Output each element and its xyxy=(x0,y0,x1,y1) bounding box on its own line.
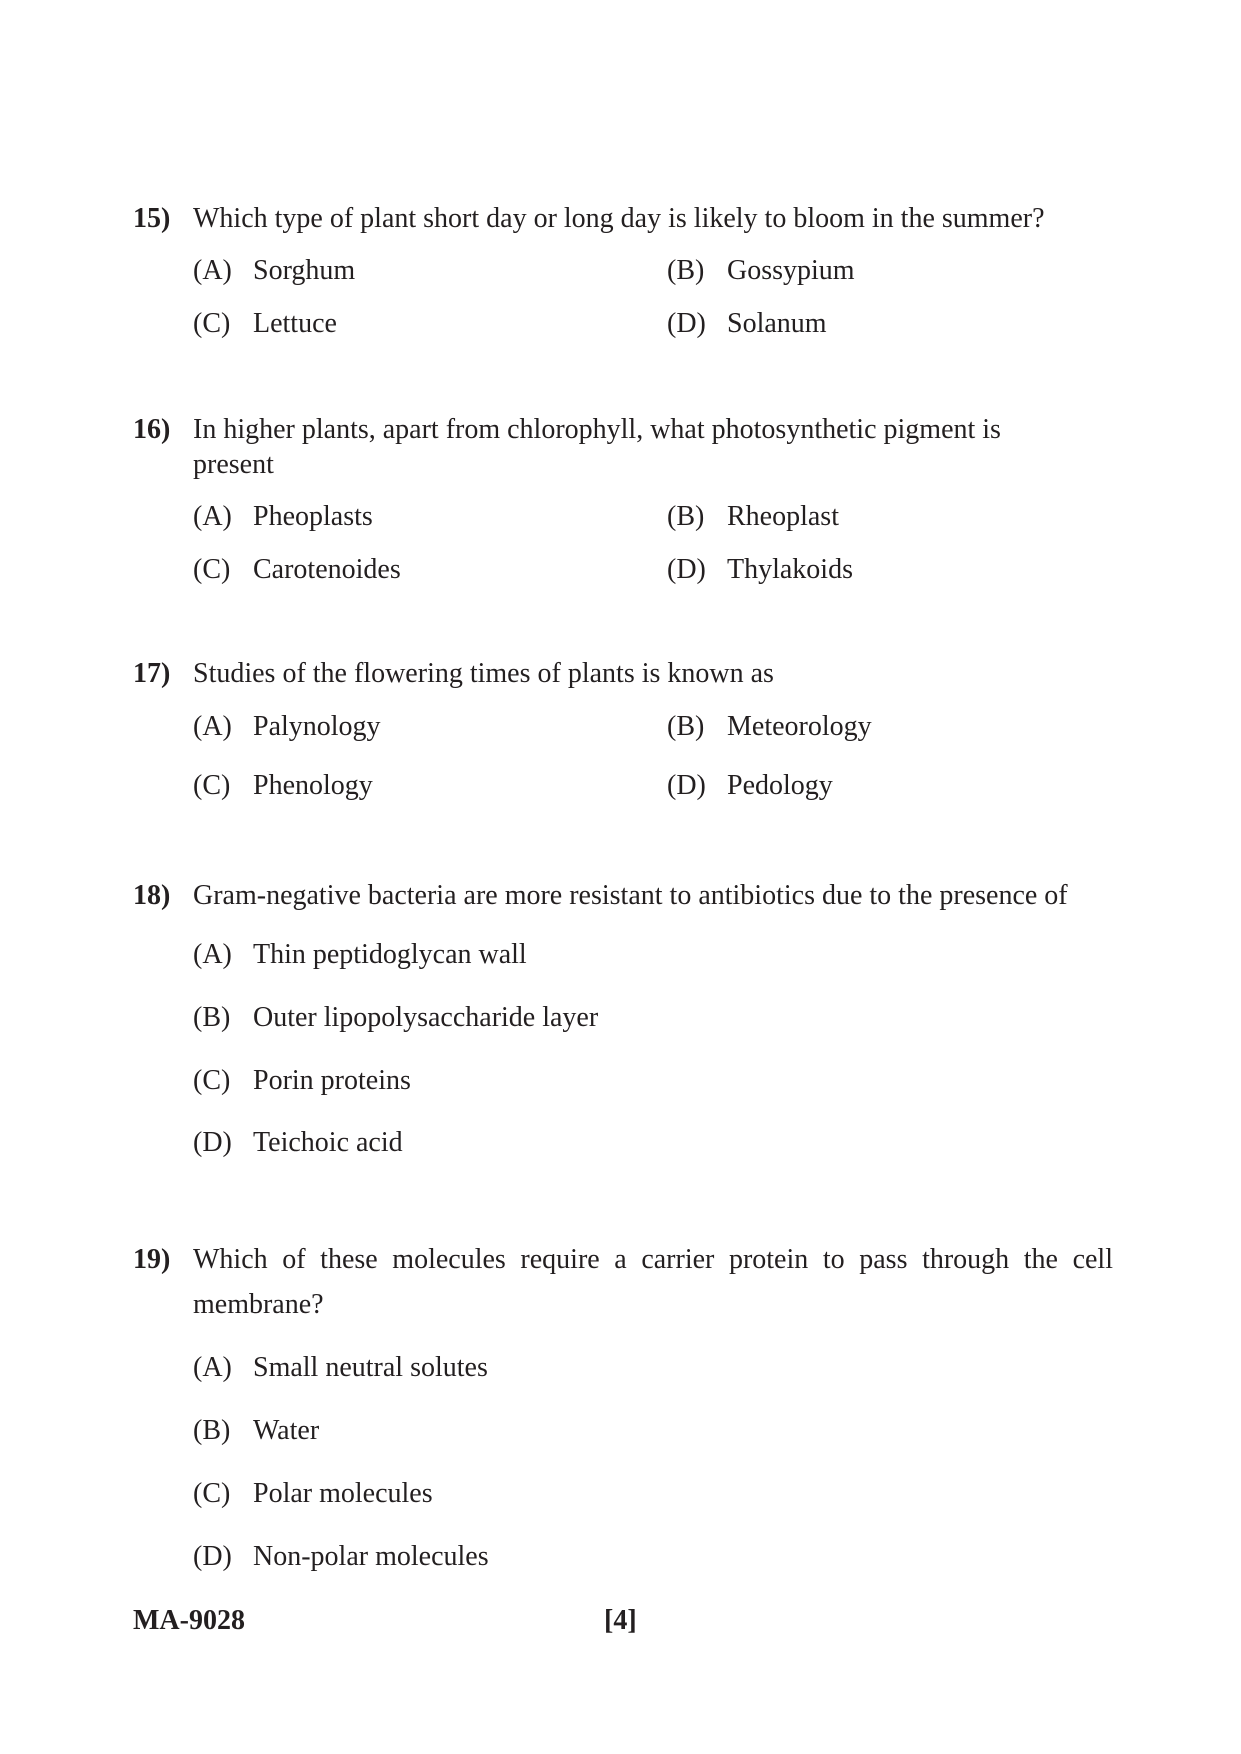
option-a xyxy=(193,254,355,288)
option-b xyxy=(667,254,855,288)
option-text: Solanum xyxy=(727,308,827,339)
option-letter: (C) xyxy=(193,308,231,339)
question-text-line2: present xyxy=(193,449,274,480)
option-text: Meteorology xyxy=(727,711,872,742)
option-text: Rheoplast xyxy=(727,501,839,532)
question-number: 17) xyxy=(133,658,171,689)
option-letter: (A) xyxy=(193,1352,232,1383)
page-number: [4] xyxy=(604,1605,637,1636)
option-letter: (B) xyxy=(667,255,705,286)
option-letter: (A) xyxy=(193,501,232,532)
option-text: Outer lipopolysaccharide layer xyxy=(253,1002,599,1033)
option-text: Water xyxy=(253,1415,320,1446)
option-letter: (C) xyxy=(193,554,231,585)
question-text: Which of these molecules require a carrier protein to pass through the cell xyxy=(193,1244,1113,1275)
question-number: 16) xyxy=(133,414,171,445)
option-d xyxy=(667,553,853,587)
option-text: Porin proteins xyxy=(253,1065,411,1096)
option-letter: (D) xyxy=(193,1541,232,1572)
option-text: Palynology xyxy=(253,711,381,742)
option-text: Carotenoides xyxy=(253,554,401,585)
option-text: Lettuce xyxy=(253,308,337,339)
option-d xyxy=(193,1126,403,1160)
option-text: Teichoic acid xyxy=(253,1127,403,1158)
option-c xyxy=(193,1064,411,1098)
option-letter: (D) xyxy=(667,554,706,585)
option-b xyxy=(667,500,839,534)
question-text: In higher plants, apart from chlorophyll, what photosynthetic pigment is xyxy=(193,414,1001,445)
option-letter: (A) xyxy=(193,711,232,742)
option-text: Thylakoids xyxy=(727,554,853,585)
option-letter: (B) xyxy=(193,1415,231,1446)
question-text-line2: membrane? xyxy=(193,1289,324,1320)
option-text: Pedology xyxy=(727,770,833,801)
option-letter: (B) xyxy=(667,501,705,532)
option-b xyxy=(667,710,872,744)
option-d xyxy=(667,307,827,341)
option-text: Polar molecules xyxy=(253,1478,433,1509)
option-b xyxy=(193,1001,598,1035)
question-text: Gram-negative bacteria are more resistant to antibiotics due to the presence of xyxy=(193,880,1068,911)
option-letter: (B) xyxy=(667,711,705,742)
question-number: 18) xyxy=(133,880,171,911)
option-letter: (C) xyxy=(193,1478,231,1509)
question-number: 15) xyxy=(133,203,171,234)
option-b xyxy=(193,1414,319,1448)
option-letter: (C) xyxy=(193,770,231,801)
question-text: Which type of plant short day or long day is likely to bloom in the summer? xyxy=(193,203,1045,234)
option-letter: (A) xyxy=(193,255,232,286)
option-a xyxy=(193,500,373,534)
option-letter: (D) xyxy=(193,1127,232,1158)
option-a xyxy=(193,938,527,972)
option-text: Gossypium xyxy=(727,255,855,286)
option-c xyxy=(193,1477,433,1511)
option-letter: (C) xyxy=(193,1065,231,1096)
option-text: Small neutral solutes xyxy=(253,1352,488,1383)
option-d xyxy=(667,769,833,803)
option-text: Non-polar molecules xyxy=(253,1541,489,1572)
option-letter: (A) xyxy=(193,939,232,970)
option-c xyxy=(193,769,373,803)
question-number: 19) xyxy=(133,1244,171,1275)
option-letter: (D) xyxy=(667,308,706,339)
option-text: Thin peptidoglycan wall xyxy=(253,939,527,970)
option-a xyxy=(193,1351,488,1385)
question-text: Studies of the flowering times of plants is known as xyxy=(193,658,774,689)
option-d xyxy=(193,1540,489,1574)
option-letter: (B) xyxy=(193,1002,231,1033)
option-text: Phenology xyxy=(253,770,373,801)
option-text: Sorghum xyxy=(253,255,356,286)
option-text: Pheoplasts xyxy=(253,501,373,532)
option-letter: (D) xyxy=(667,770,706,801)
paper-code: MA-9028 xyxy=(133,1605,245,1636)
option-a xyxy=(193,710,381,744)
option-c xyxy=(193,307,337,341)
option-c xyxy=(193,553,401,587)
